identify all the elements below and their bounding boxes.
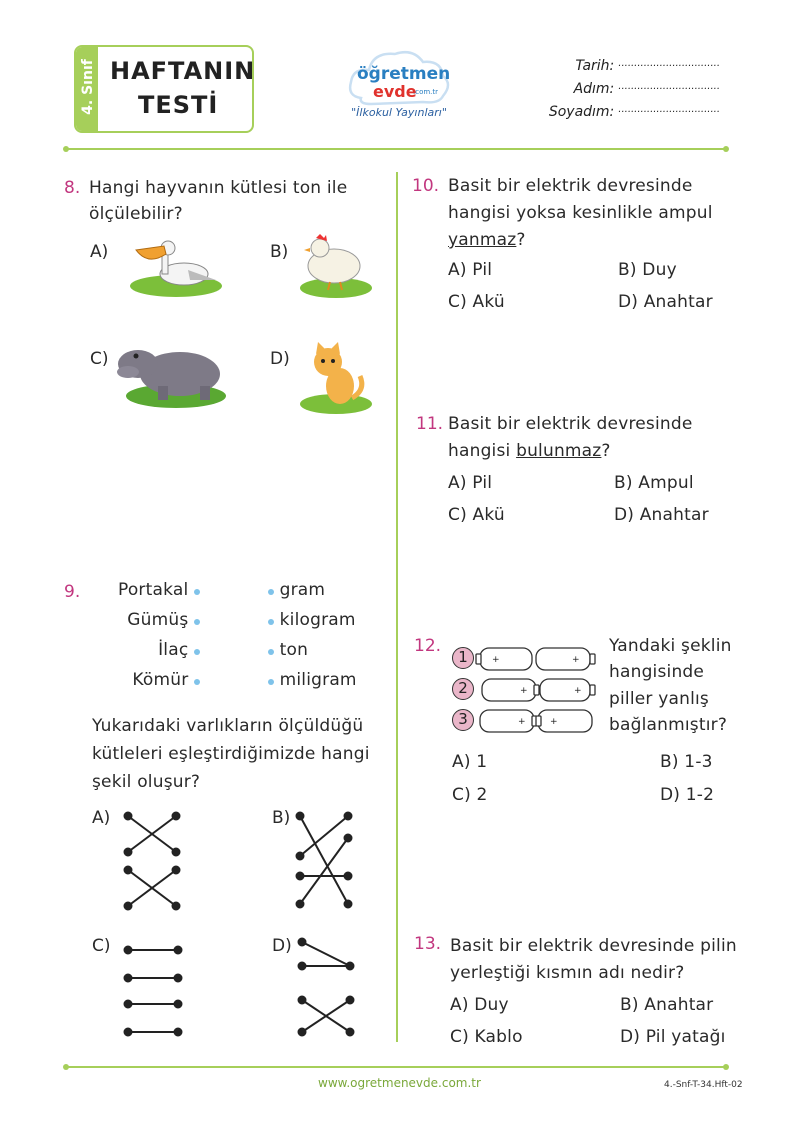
match-dot[interactable] [268, 679, 274, 685]
q10-option-c[interactable]: C) Akü [448, 292, 505, 312]
footer-divider [66, 1066, 726, 1068]
divider-dot-right [723, 146, 729, 152]
q13-option-a[interactable]: A) Duy [450, 995, 509, 1015]
q8-option-c[interactable]: C) [90, 349, 109, 369]
q12-text-line1: Yandaki şeklin [609, 636, 732, 656]
q13-number: 13. [414, 934, 442, 954]
q11-text-line1: Basit bir elektrik devresinde [448, 414, 693, 434]
grade-tab-label: 4. Sınıf [80, 59, 96, 115]
cat-icon[interactable] [296, 340, 376, 416]
q12-option-b[interactable]: B) 1-3 [660, 752, 713, 772]
q13-option-c[interactable]: C) Kablo [450, 1027, 523, 1047]
logo-caption: "İlkokul Yayınları" [351, 106, 447, 119]
logo-top-text: öğretmen [357, 64, 451, 84]
field-soyadim[interactable] [520, 104, 720, 127]
q12-option-d[interactable]: D) 1-2 [660, 785, 715, 805]
q12-option-a[interactable]: A) 1 [452, 752, 488, 772]
field-label: Adım: [573, 81, 615, 97]
q9-right-item: kilogram [268, 610, 388, 640]
q8-option-d[interactable]: D) [270, 349, 290, 369]
header-divider [66, 148, 726, 150]
field-label: Soyadım: [548, 104, 615, 120]
column-divider [396, 172, 398, 1042]
q9-left-item: Kömür [90, 670, 200, 700]
q8-number: 8. [64, 178, 81, 198]
field-dots: ................................ [618, 58, 720, 69]
pelican-icon[interactable] [126, 236, 226, 300]
q9-left-item: Gümüş [90, 610, 200, 640]
q8-text-line1: Hangi hayvanın kütlesi ton ile [89, 178, 348, 198]
q11-number: 11. [416, 414, 444, 434]
q9-right-item: miligram [268, 670, 388, 700]
q13-option-d[interactable]: D) Pil yatağı [620, 1027, 726, 1047]
q9-diagram-a[interactable] [120, 808, 190, 918]
header-fields [520, 58, 720, 127]
q9-option-a[interactable]: A) [92, 808, 111, 828]
q10-text-line3: yanmaz? [448, 230, 526, 250]
logo-domain-text: .com.tr [413, 88, 439, 96]
footer-code: 4.-Snf-T-34.Hft-02 [664, 1080, 743, 1090]
field-dots: ................................ [618, 81, 720, 92]
chicken-icon[interactable] [296, 232, 376, 300]
q9-option-b[interactable]: B) [272, 808, 291, 828]
footer-url[interactable]: www.ogretmenevde.com.tr [318, 1076, 481, 1090]
q9-diagram-d[interactable] [294, 936, 364, 1040]
q12-option-c[interactable]: C) 2 [452, 785, 488, 805]
q9-number: 9. [64, 582, 81, 602]
q10-option-b[interactable]: B) Duy [618, 260, 677, 280]
title-line2: TESTİ [138, 91, 219, 119]
q9-left-column [90, 580, 200, 700]
q13-text-line2: yerleştiği kısmın adı nedir? [450, 963, 685, 983]
q13-option-b[interactable]: B) Anahtar [620, 995, 714, 1015]
q11-option-b[interactable]: B) Ampul [614, 473, 694, 493]
q8-option-b[interactable]: B) [270, 242, 289, 262]
q11-underlined: bulunmaz [516, 441, 602, 461]
q10-text-line2: hangisi yoksa kesinlikle ampul [448, 203, 713, 223]
q9-text-line1: Yukarıdaki varlıkların ölçüldüğü [92, 716, 364, 736]
battery-row-label: 2 [452, 678, 474, 700]
svg-text:+: + [520, 686, 528, 696]
logo-bottom-text: evde [373, 82, 417, 101]
field-tarih[interactable] [520, 58, 720, 81]
q13-text-line1: Basit bir elektrik devresinde pilin [450, 936, 737, 956]
svg-text:+: + [492, 655, 500, 665]
q9-left-item: İlaç [90, 640, 200, 670]
q12-text-line4: bağlanmıştır? [609, 715, 728, 735]
q9-right-column [268, 580, 388, 700]
q9-left-item: Portakal [90, 580, 200, 610]
q8-option-a[interactable]: A) [90, 242, 109, 262]
q10-text-line1: Basit bir elektrik devresinde [448, 176, 693, 196]
svg-text:+: + [572, 655, 580, 665]
q10-option-d[interactable]: D) Anahtar [618, 292, 713, 312]
q12-number: 12. [414, 636, 442, 656]
battery-diagram [474, 644, 600, 736]
q11-text-line2: hangisi bulunmaz? [448, 441, 611, 461]
svg-text:+: + [574, 686, 582, 696]
match-dot[interactable] [194, 619, 200, 625]
footer-dot-right [723, 1064, 729, 1070]
q9-right-item: gram [268, 580, 388, 610]
q9-diagram-c[interactable] [120, 940, 190, 1040]
q11-option-a[interactable]: A) Pil [448, 473, 493, 493]
logo [343, 42, 455, 128]
battery-row-label: 1 [452, 647, 474, 669]
match-dot[interactable] [268, 649, 274, 655]
q11-option-c[interactable]: C) Akü [448, 505, 505, 525]
q8-text-line2: ölçülebilir? [89, 204, 183, 224]
svg-text:+: + [518, 717, 526, 727]
match-dot[interactable] [268, 619, 274, 625]
q10-option-a[interactable]: A) Pil [448, 260, 493, 280]
q12-text-line3: piller yanlış [609, 689, 709, 709]
q10-underlined: yanmaz [448, 230, 517, 250]
title-box [74, 45, 254, 133]
battery-row-label: 3 [452, 709, 474, 731]
q10-number: 10. [412, 176, 440, 196]
match-dot[interactable] [194, 679, 200, 685]
svg-text:+: + [550, 717, 558, 727]
q9-right-item: ton [268, 640, 388, 670]
field-dots: ................................ [618, 104, 720, 115]
field-adim[interactable] [520, 81, 720, 104]
match-dot[interactable] [194, 589, 200, 595]
match-dot[interactable] [194, 649, 200, 655]
hippo-icon[interactable] [114, 338, 226, 410]
q9-text-line2: kütleleri eşleştirdiğimizde hangi [92, 744, 370, 764]
divider-dot-left [63, 146, 69, 152]
footer-dot-left [63, 1064, 69, 1070]
q9-option-d[interactable]: D) [272, 936, 292, 956]
q9-diagram-b[interactable] [292, 808, 362, 918]
match-dot[interactable] [268, 589, 274, 595]
q9-option-c[interactable]: C) [92, 936, 111, 956]
q12-text-line2: hangisinde [609, 662, 705, 682]
title-line1: HAFTANIN [110, 57, 256, 85]
field-label: Tarih: [575, 58, 615, 74]
q9-text-line3: şekil oluşur? [92, 772, 201, 792]
q11-option-d[interactable]: D) Anahtar [614, 505, 709, 525]
